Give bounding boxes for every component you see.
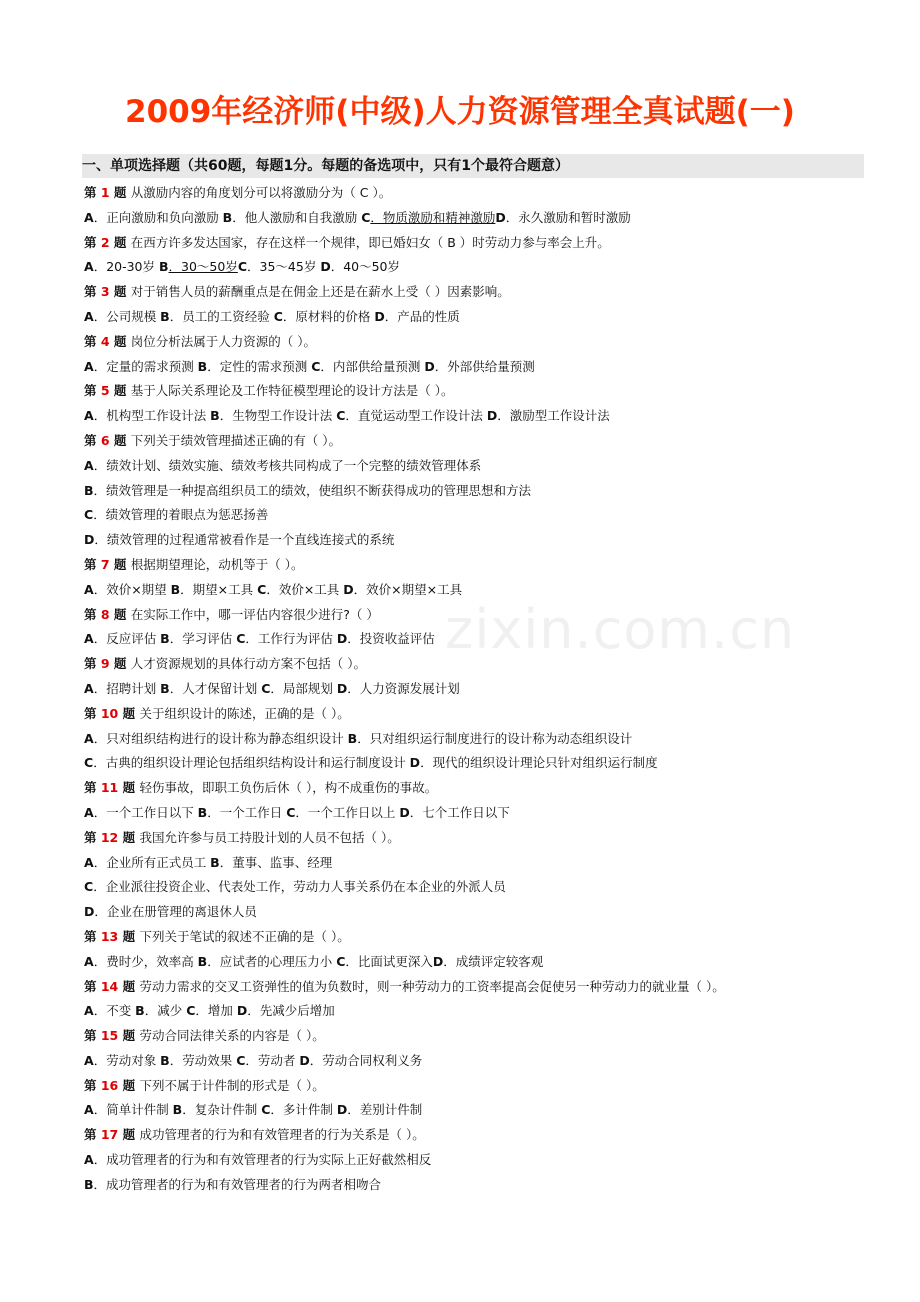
option-letter: D [84,904,95,920]
option-text: ．企业派往投资企业、代表处工作，劳动力人事关系仍在本企业的外派人员 [93,879,506,895]
option-text: ．不变 [93,1003,136,1019]
option-letter: A [84,581,94,597]
option-letter: D [236,1003,248,1019]
question-prefix: 第 [84,383,101,399]
option-letter: B [135,1003,145,1019]
option-line [84,578,884,603]
question-line [84,603,884,628]
question-line [84,280,884,305]
question-number: 11 [100,780,119,796]
option-text: ．比面试更深入 [345,953,433,969]
question-line [84,429,884,454]
option-text: ．成绩评定较客观 [443,953,544,969]
option-letter: D [424,358,435,374]
option-letter: C [236,1052,246,1068]
question-text: 从激励内容的角度划分可以将激励分为（ C ）。 [130,185,392,200]
option-text: ．效价×期望 [93,581,171,597]
option-letter: C [84,755,94,771]
option-letter: D [320,259,331,275]
option-letter: D [432,953,444,969]
question-suffix: 题 [109,606,131,622]
question-suffix: 题 [109,383,131,399]
question-prefix: 第 [84,432,101,448]
question-text: 我国允许参与员工持股计划的人员不包括（ ）。 [139,829,400,845]
option-letter: B [210,408,220,424]
question-number: 13 [100,928,119,944]
option-text: ．多计件制 [270,1102,337,1118]
option-line [84,751,884,776]
question-number: 10 [100,705,119,721]
option-text: ．成功管理者的行为和有效管理者的行为实际上正好截然相反 [93,1152,432,1168]
option-letter: A [84,854,94,870]
option-text: ．应试者的心理压力小 [207,953,337,969]
option-text: ．效价×工具 [266,581,344,597]
option-line [84,404,884,429]
question-text: 轻伤事故，即职工负伤后休（ ），构不成重伤的事故。 [139,780,438,796]
option-text: ．先减少后增加 [247,1003,335,1019]
option-letter: A [84,953,94,969]
option-letter: B [210,854,220,870]
question-prefix: 第 [84,284,101,300]
question-prefix: 第 [84,780,101,796]
option-letter: B [160,1052,170,1068]
option-letter: B [222,209,233,225]
option-letter: A [84,804,94,820]
option-text: ．一个工作日以下 [93,804,198,820]
question-text: 根据期望理论，动机等于（ ）。 [130,556,304,572]
option-letter: A [84,730,94,746]
question-prefix: 第 [84,978,101,994]
question-line [84,776,884,801]
option-text: ．反应评估 [93,631,161,647]
option-text: ．企业在册管理的离退休人员 [94,904,257,920]
option-letter: A [84,1152,94,1168]
option-letter: A [84,209,94,225]
question-line [84,652,884,677]
question-number: 16 [100,1077,119,1093]
option-line [84,900,884,925]
option-text: ．人才保留计划 [169,680,262,696]
option-line [84,305,884,330]
option-text: ．成功管理者的行为和有效管理者的行为两者相吻合 [93,1176,382,1192]
option-line [84,1148,884,1173]
question-suffix: 题 [109,656,131,672]
option-letter: C [261,680,271,696]
option-text: ．绩效管理的着眼点为惩恶扬善 [93,507,269,523]
option-text-answer: ．30～50岁 [168,259,238,275]
option-letter: C [257,581,267,597]
question-prefix: 第 [84,556,101,572]
question-suffix: 题 [109,556,131,572]
option-letter: C [336,953,346,969]
option-text: ．劳动合同权利义务 [309,1052,423,1068]
option-text: ．投资收益评估 [347,631,435,647]
option-letter: B [197,804,208,820]
question-prefix: 第 [84,829,101,845]
option-text: ．绩效管理是一种提高组织员工的绩效，使组织不断获得成功的管理思想和方法 [93,482,532,498]
option-text: ．定量的需求预测 [93,358,198,374]
option-letter: D [343,581,354,597]
option-text: ．公司规模 [93,308,161,324]
question-number: 8 [100,606,110,622]
option-text: ．现代的组织设计理论只针对组织运行制度 [420,755,658,771]
question-suffix: 题 [118,1127,140,1143]
page-title: 2009年经济师(中级)人力资源管理全真试题(一) [125,94,795,130]
option-letter: C [237,259,248,275]
option-text-answer: ．物质激励和精神激励 [370,209,496,225]
question-suffix: 题 [109,185,131,200]
option-text: ．人力资源发展计划 [347,680,460,696]
option-text: ．20-30岁 [93,259,159,275]
option-letter: C [84,507,94,523]
question-prefix: 第 [84,1028,101,1044]
option-letter: B [172,1102,183,1118]
question-prefix: 第 [84,1077,101,1093]
option-letter: B [160,631,170,647]
option-line [84,851,884,876]
question-number: 6 [100,432,110,448]
option-letter: B [84,482,94,498]
question-prefix: 第 [84,333,101,349]
option-letter: A [84,1052,94,1068]
question-line [84,330,884,355]
option-text: ．定性的需求预测 [207,358,312,374]
question-suffix: 题 [118,1077,140,1093]
question-prefix: 第 [84,185,101,200]
question-suffix: 题 [118,1028,140,1044]
option-letter: D [299,1052,310,1068]
question-suffix: 题 [118,978,140,994]
question-text: 劳动力需求的交叉工资弹性的值为负数时，则一种劳动力的工资率提高会促使另一种劳动力的就业量（ ）。 [139,978,725,994]
question-prefix: 第 [84,606,101,622]
option-letter: C [311,358,321,374]
question-suffix: 题 [118,928,140,944]
question-number: 1 [100,185,110,200]
question-text: 在实际工作中，哪一评估内容很少进行?（ ） [130,606,379,622]
option-text: ．激励型工作设计法 [497,408,610,424]
question-text: 岗位分析法属于人力资源的（ ）。 [130,333,317,349]
option-text: ．费时少，效率高 [93,953,198,969]
question-line [84,181,884,206]
option-line [84,255,884,280]
option-text: ．期望×工具 [180,581,258,597]
option-text: ．内部供给量预测 [320,358,425,374]
option-text: ．效价×期望×工具 [353,581,463,597]
option-letter: A [84,259,94,275]
option-letter: A [84,457,94,473]
option-text: ．董事、监事、经理 [219,854,333,870]
question-text: 劳动合同法律关系的内容是（ ）。 [139,1028,325,1044]
option-letter: C [361,209,371,225]
option-letter: B [158,259,169,275]
question-text: 成功管理者的行为和有效管理者的行为关系是（ ）。 [139,1127,425,1143]
option-text: ．复杂计件制 [182,1102,262,1118]
option-letter: C [261,1102,271,1118]
option-text: ．减少 [144,1003,187,1019]
question-number: 2 [100,234,110,250]
question-text: 基于人际关系理论及工作特征模型理论的设计方法是（ ）。 [130,383,454,399]
option-line [84,999,884,1024]
option-letter: A [84,1102,94,1118]
option-text: ．员工的工资经验 [169,308,274,324]
question-number: 7 [100,556,110,572]
question-line [84,702,884,727]
option-letter: D [399,804,410,820]
option-letter: D [336,680,348,696]
question-suffix: 题 [109,284,131,300]
option-letter: C [186,1003,196,1019]
option-line [84,677,884,702]
question-number: 15 [100,1028,119,1044]
option-text: ．简单计件制 [93,1102,173,1118]
question-list [84,181,884,1198]
option-text: ．工作行为评估 [245,631,337,647]
option-text: ．40～50岁 [330,259,401,275]
question-line [84,975,884,1000]
option-letter: B [160,308,170,324]
question-line [84,553,884,578]
question-number: 12 [100,829,119,845]
option-line [84,875,884,900]
question-text: 在西方许多发达国家，存在这样一个规律，即已婚妇女（ B ）时劳动力参与率会上升。 [130,234,610,250]
question-line [84,1024,884,1049]
option-line [84,528,884,553]
option-text: ．增加 [195,1003,237,1019]
option-line [84,950,884,975]
option-text: ．劳动效果 [169,1052,237,1068]
option-text: ．他人激励和自我激励 [232,209,362,225]
option-letter: D [495,209,506,225]
option-text: ．古典的组织设计理论包括组织结构设计和运行制度设计 [93,755,410,771]
question-suffix: 题 [118,780,140,796]
question-line [84,1074,884,1099]
option-text: ．外部供给量预测 [434,358,535,374]
option-letter: A [84,408,94,424]
option-letter: D [409,755,421,771]
question-number: 14 [100,978,119,994]
option-text: ．直觉运动型工作设计法 [345,408,487,424]
option-letter: B [84,1176,94,1192]
option-text: ．局部规划 [270,680,337,696]
option-letter: A [84,680,94,696]
option-letter: C [236,631,246,647]
question-text: 下列不属于计件制的形式是（ ）。 [139,1077,325,1093]
question-prefix: 第 [84,656,101,672]
question-prefix: 第 [84,928,101,944]
option-letter: B [160,680,170,696]
option-text: ．一个工作日以上 [295,804,400,820]
question-text: 对于销售人员的薪酬重点是在佣金上还是在薪水上受（ ）因素影响。 [130,284,510,300]
question-text: 下列关于绩效管理描述正确的有（ ）。 [130,432,342,448]
section-heading: 一、单项选择题（共60题，每题1分。每题的备选项中，只有1个最符合题意） [82,154,864,178]
option-text: ．绩效管理的过程通常被看作是一个直线连接式的系统 [94,532,395,548]
option-text: ．只对组织运行制度进行的设计称为动态组织设计 [357,730,633,746]
option-line [84,355,884,380]
option-letter: D [84,532,95,548]
option-text: ．永久激励和暂时激励 [505,209,631,225]
question-suffix: 题 [109,234,131,250]
option-letter: C [286,804,296,820]
option-line [84,454,884,479]
question-line [84,925,884,950]
option-text: ．劳动者 [245,1052,300,1068]
option-line [84,627,884,652]
option-line [84,727,884,752]
option-letter: D [336,631,348,647]
option-text: ．正向激励和负向激励 [93,209,223,225]
option-text: ．35～45岁 [247,259,321,275]
option-line [84,503,884,528]
option-letter: A [84,1003,94,1019]
option-line [84,1173,884,1198]
question-line [84,826,884,851]
question-line [84,231,884,256]
question-text: 下列关于笔试的叙述不正确的是（ ）。 [139,928,350,944]
question-line [84,1123,884,1148]
option-line [84,206,884,231]
option-text: ．产品的性质 [384,308,460,324]
question-suffix: 题 [118,705,140,721]
question-line [84,379,884,404]
option-text: ．原材料的价格 [282,308,375,324]
option-text: ．生物型工作设计法 [219,408,337,424]
option-text: ．七个工作日以下 [409,804,510,820]
option-letter: C [84,879,94,895]
option-letter: B [197,953,208,969]
question-suffix: 题 [109,432,131,448]
option-letter: B [347,730,358,746]
option-text: ．招聘计划 [93,680,161,696]
question-prefix: 第 [84,1127,101,1143]
option-letter: D [486,408,498,424]
option-line [84,479,884,504]
question-number: 3 [100,284,110,300]
option-text: ．机构型工作设计法 [93,408,211,424]
option-text: ．差别计件制 [347,1102,423,1118]
question-number: 17 [100,1127,119,1143]
option-line [84,1098,884,1123]
question-number: 9 [100,656,110,672]
option-text: ．绩效计划、绩效实施、绩效考核共同构成了一个完整的绩效管理体系 [93,457,482,473]
watermark: zixin.com.cn [445,598,796,661]
option-letter: B [197,358,208,374]
question-text: 关于组织设计的陈述，正确的是（ ）。 [139,705,350,721]
option-text: ．只对组织结构进行的设计称为静态组织设计 [93,730,348,746]
option-text: ．一个工作日 [207,804,287,820]
question-suffix: 题 [118,829,140,845]
option-line [84,801,884,826]
option-letter: A [84,308,94,324]
question-number: 5 [100,383,110,399]
option-letter: A [84,631,94,647]
option-letter: C [273,308,283,324]
option-text: ．学习评估 [169,631,237,647]
option-text: ．企业所有正式员工 [93,854,211,870]
question-prefix: 第 [84,234,101,250]
question-text: 人才资源规划的具体行动方案不包括（ ）。 [130,656,367,672]
question-suffix: 题 [109,333,131,349]
option-letter: B [170,581,181,597]
option-letter: A [84,358,94,374]
option-letter: D [374,308,385,324]
question-number: 4 [100,333,110,349]
option-text: ．劳动对象 [93,1052,161,1068]
option-line [84,1049,884,1074]
option-letter: D [336,1102,348,1118]
option-letter: C [336,408,346,424]
question-prefix: 第 [84,705,101,721]
